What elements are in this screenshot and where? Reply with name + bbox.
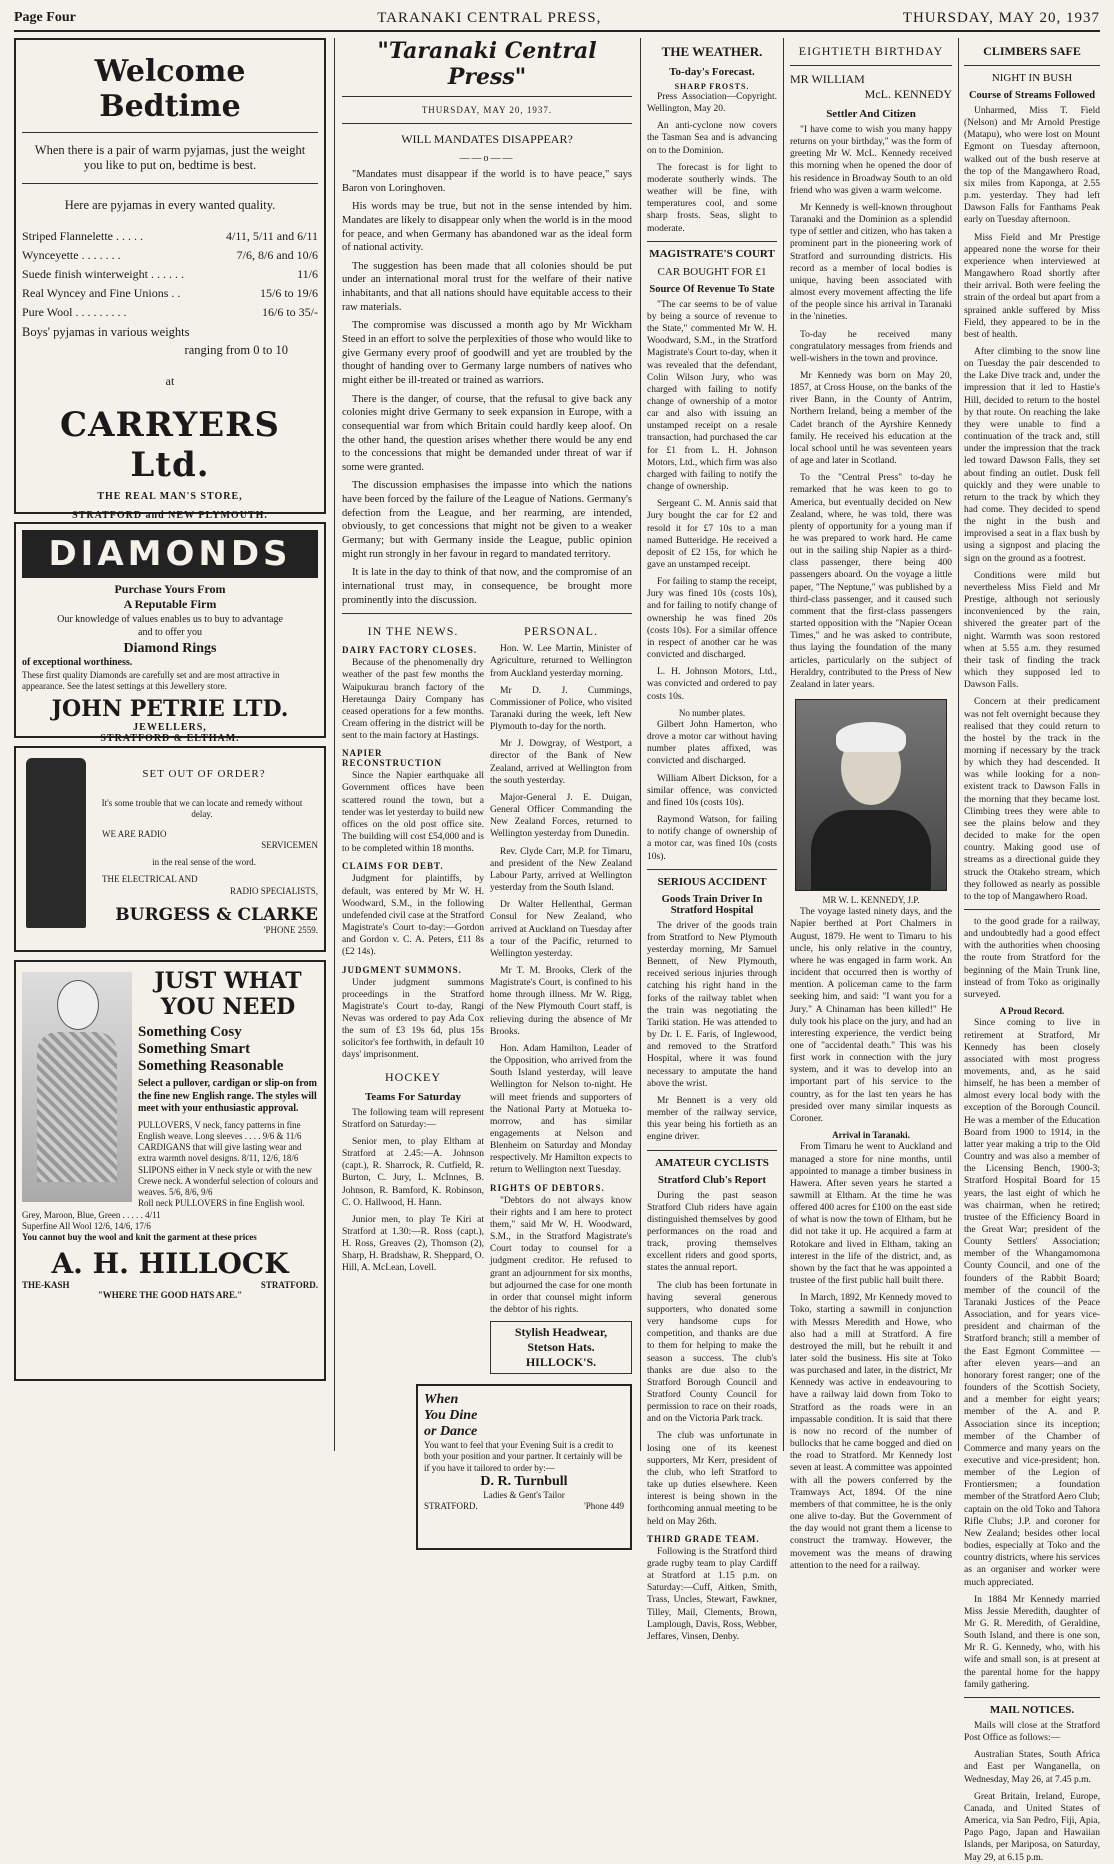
streams-head: Course of Streams Followed [968,90,1096,101]
hillock-s1: Something Cosy [138,1024,242,1040]
night-in-bush-head: NIGHT IN BUSH [991,72,1073,84]
hillock-p1: PULLOVERS, V neck, fancy patterns in fine English weave. Long sleeves . . . . 9/6 & 11/6 [138,1119,302,1141]
diamonds-l3: Our knowledge of values enables us to buy to advantage and to offer you [57,614,283,638]
carryers-name: CARRYERS Ltd. [60,405,280,485]
birthday-name1: MR WILLIAM [790,72,865,86]
turnbull-ad: When You Dine or Dance You want to feel that your Evening Suit is a credit to both your position and your partner. It certainly will be if you have it tailored to order by:— D. R. Turnbull Ladies & Gent's Tailor STRATFORD. 'Phone 449 [416,1384,632,1550]
hillock-text: Select a pullover, cardigan or slip-on from the fine new English range. The styles will meet with your enthusiastic approval. [138,1078,317,1114]
radio-set-image [26,758,86,928]
diamonds-l1: Purchase Yours From [114,582,226,596]
hockey-teams: Teams For Saturday [365,1090,461,1103]
price-row: Suede finish winterweight . . . . . . 11/6 [22,267,318,281]
diamonds-ad [14,522,326,744]
editorial-headline: WILL MANDATES DISAPPEAR? [401,132,573,146]
club-head: Stratford Club's Report [658,1174,766,1186]
boys-pyjamas: Boys' pyjamas in various weights [22,325,190,339]
hillock-name: A. H. HILLOCK [51,1247,289,1281]
boys-range: ranging from 0 to 10 [184,343,288,357]
diamonds-banner: DIAMONDS [22,530,318,578]
hillock-p4: Roll neck PULLOVERS in fine English wool. Grey, Maroon, Blue, Green . . . . . 4/11 [22,1198,305,1220]
hillock-p6: You cannot buy the wool and knit the garment at these prices [22,1232,257,1242]
hillock-s3: Something Reasonable [138,1058,284,1074]
editorial-column: "Taranaki Central Press" THURSDAY, MAY 20, 1937. WILL MANDATES DISAPPEAR? ——o—— "Mandates must disappear if the world is to have peace," says Baron von Loringhoven. His words may be true, but not in the sense intended by him. Mandates are likely to disappear only when the world is in the mood for peace, and when Germany has abandoned war as the ideal form of national activity. The suggestion has been made that all colonies should be put under an international moral trust for the welfare of their native inhabitants, and that all nations should have equitable access to their raw materials. The compromise was discussed a month ago by Mr Wickham Steed in an effort to solve the perplexities of those who would like to give Germany every proof of goodwill and yet are troubled by the thought of handing over to Germany large numbers of natives who might either be ill-treated or trained as warriors. There is the danger, of course, that the refusal to give back any colonies might drive Germany to seek expansion in Europe, with a consequential war from which Britain could hardly keep aloof. On the other hand, the question arises whether there would be any end to the concessions that might be demanded under threat of war if some were granted. The discussion emphasises the impasse into which the nations have been forced by the failure of the League of Nations. Germany's defection from the League, and her rearming, are intended, obviously, to get concessions that might not be given to a weaker Germany; but with Germany inside the League, public opinion might run strongly in her favour in regard to mandated territory. It is late in the day to think of that now, and the compromise of an international trust may, in consequence, be brought more prominently into the discussion. IN THE NEWS. DAIRY FACTORY CLOSES. Because of the phenomenally dry weather of the past few months the Waipukurau branch factory of the Heretaunga Dairy Company has ceased operations for a few months. Cream offering in the district will be sent to the main factory at Hastings. NAPIER RECONSTRUCTION Since the Napier earthquake all Government offices have been scattered round the town, but a tender was let yesterday to build new offices on the old post office site. The building will cost £54,000 and is to be completed within 18 months. CLAIMS FOR DEBT. Judgment for plaintiffs, by default, was entered by Mr W. H. Woodward, S.M., in the following undefended civil case at the Stratford Magistrate's Court to-day:—Gordon and Gordon v. C. A. Peters, £11 8s (£2 14s). JUDGMENT SUMMONS. Under judgment summons proceedings in the Stratford Magistrate's Court to-day, Rangi Nevas was ordered to pay Ada Cox the sum of £3 19s 6d, plus 15s solicitor's fee forthwith, in default 10 days' imprisonment. HOCKEY Teams For Saturday The following team will represent Stratford on Saturday:— Senior men, to play Eltham at Stratford at 2.45:—A. Johnson (capt.), R. Sharrock, R. Cutfield, R. Burton, C. Jury, L. McInnes, B. Johnson, R. Bamford, K. Robinson, C. O. Hallwood, H. Hann. Junior men, to play Te Kiri at Stratford at 1.30:—R. Ross (capt.), H. Ross, Greaves (2), Thomson (2), Sharp, H. Bradshaw, R. Sheppard, O. Hill, A. McLean, Lovell. PERSONAL. Hon. W. Lee Martin, Minister of Agriculture, returned to Wellington from Auckland yesterday morning. Mr D. J. Cummings, Commissioner of Police, who visited Taranaki during the week, left New Plymouth to-day for the north. Mr J. Dowgray, of Westport, a director of the Bank of New Zealand, arrived at Wellington from the south yesterday. Major-General J. E. Duigan, General Officer Commanding the New Zealand Forces, returned to Wellington yesterday from Dunedin. Rev. Clyde Carr, M.P. for Timaru, and president of the New Zealand Labour Party, arrived at Wellington yesterday from the South Island. Dr Walter Hellenthal, German Consul for New Zealand, who arrived at Auckland on Tuesday after a tour of the Pacific, returned to Wellington yesterday. Mr T. M. Brooks, Clerk of the Magistrate's Court, is confined to his home through illness. Mr W. Rigg, of the New Plymouth Court staff, is relieving during the absence of Mr Brooks. Hon. Adam Hamilton, Leader of the Opposition, who arrived from the South Island yesterday, will leave Wellington for Nelson to-night. He will meet friends and supporters of the National Party at Motueka to-morrow, and has similar engagements at Nelson and Blenheim on Saturday and Monday respectively. Mr Hamilton expects to return to Wellington next Tuesday. RIGHTS OF DEBTORS. "Debtors do not always know their rights and I am here to protect them," said Mr W. H. Woodward, S.M., in the Stratford Magistrate's Court today to counsel for a judgment creditor. He refused to grant an adjournment for six months, but adjourned the case for one month in order that counsel might inform the debtor of his rights. Stylish Headwear, Stetson Hats. HILLOCK'S. When You Dine or Dance You want to feel that your Evening Suit is a credit to both your position and your partner. It certainly will be if you have it tailored to order by:— D. R. Turnbull Ladies & Gent's Tailor STRATFORD. 'Phone 449 [342,38,632,1453]
local-news-column: THE WEATHER. To-day's Forecast. SHARP FROSTS. Press Association—Copyright. Wellington, May 20. An anti-cyclone now covers the Tasman Sea and is advancing on to the Dominion. The forecast is for light to moderate southerly winds. The weather will be fine, with temperatures cool, and some sharp frosts. Seas, slight to moderate. MAGISTRATE'S COURT CAR BOUGHT FOR £1 Source Of Revenue To State "The car seems to be of value by being a source of revenue to the State," commented Mr W. H. Woodward, S.M., in the Stratford Magistrate's Court to-day, when it was revealed that the defendant, Colin Wilson Jury, who was charged with failing to notify change of ownership of a motor car and also with issuing an unstamped receipt on a resale transaction, had purchased the car for £1 from L. H. Johnson Motors, Ltd., which firm was also charged with failing to notify the change of ownership. Sergeant C. M. Annis said that Jury bought the car for £2 and resold it for £7 10s to a man named Butteridge. He received a deposit of £2 15s, for which he gave an unstamped receipt. For failing to stamp the receipt, Jury was fined 10s (costs 10s), and for failing to notify change of ownership he was fined 20s (costs 10s). For a similar offence in respect of another car he was convicted and discharged. L. H. Johnson Motors, Ltd., was convicted and ordered to pay costs 10s. No number plates. Gilbert John Hamerton, who drove a motor car without having number plates affixed, was convicted and discharged. William Albert Dickson, for a similar offence, was convicted and fined 10s (costs 10s). Raymond Watson, for failing to notify change of ownership of a motor car, was fined 10s (costs 10s). SERIOUS ACCIDENT Goods Train Driver In Stratford Hospital The driver of the goods train from Stratford to New Plymouth yesterday morning, Mr Samuel Bennett, of New Plymouth, received serious injuries through catching his right hand in the forks of the railway tablet when the train was negotiating the Tariki station. He was attended to by Dr. I. E. Faris, of Inglewood, and removed to the Stratford Hospital, where it was found necessary to amputate the hand above the wrist. Mr Bennett is a very old member of the railway service, this year being his fortieth as an engine driver. AMATEUR CYCLISTS Stratford Club's Report During the past season Stratford Club riders have again distinguished themselves by good performances on the road and track, proving themselves excellent riders and good sports, states the annual report. The club has been fortunate in having several generous supporters, who donated some very handsome cups for competition, and thanks are due to them for helping to make the season a success. The club's thanks are due also to the Stratford Borough Council and Stratford County Council for permission to race on their roads, and on the Victoria Park track. The club was unfortunate in losing one of its keenest supporters, Mr Kerr, president of the club, who left Stratford to take up duties elsewhere. Keen interest is being shown in the forthcoming annual meeting to be held on May 26th. THIRD GRADE TEAM. Following is the Stratford third grade rugby team to play Cardiff at Stratford at 1.15 p.m. on Saturday:—Cuff, Aitken, Smith, Trass, Uncles, Stewart, Fawkner, Tilley, Mail, Clements, Brown, Lamplough, Davis, Ross, Webber, Jeffares, Vinsen, Denby. [647,44,777,1642]
price-row: Real Wyncey and Fine Unions . . 15/6 to 19/6 [22,286,318,300]
hillock-slogan: "WHERE THE GOOD HATS ARE." [97,1290,243,1301]
in-the-news: IN THE NEWS. DAIRY FACTORY CLOSES. Because of the phenomenally dry weather of the past few months the Waipukurau branch factory of the Heretaunga Dairy Company has ceased operations for a few months. Cream offering in the district will be sent to the main factory at Hastings. NAPIER RECONSTRUCTION Since the Napier earthquake all Government offices have been scattered round the town, but a tender was let yesterday to build new offices on the old post office site. The building will cost £54,000 and is to be completed within 18 months. CLAIMS FOR DEBT. Judgment for plaintiffs, by default, was entered by Mr W. H. Woodward, S.M., in the following undefended civil case at the Stratford Magistrate's Court to-day:—Gordon and Gordon v. C. A. Peters, £11 8s (£2 14s). JUDGMENT SUMMONS. Under judgment summons proceedings in the Stratford Magistrate's Court to-day, Rangi Nevas was ordered to pay Ada Cox the sum of £3 19s 6d, plus 15s solicitor's fee forthwith, in default 10 days' imprisonment. HOCKEY Teams For Saturday The following team will represent Stratford on Saturday:— Senior men, to play Eltham at Stratford at 2.45:—A. Johnson (capt.), R. Sharrock, R. Cutfield, R. Burton, C. Jury, L. McInnes, B. Johnson, R. Bamford, K. Robinson, C. O. Hallwood, H. Hann. Junior men, to play Te Kiri at Stratford at 1.30:—R. Ross (capt.), H. Ross, Greaves (2), Thomson (2), Sharp, H. Bradshaw, R. Sheppard, O. Hill, A. McLean, Lovell. [342,624,484,1274]
page-number: Page Four [14,10,76,25]
editorial-body: "Mandates must disappear if the world is to have peace," says Baron von Loringhoven. His words may be true, but not in the sense intended by him. Mandates are likely to disappear only when the world is in the mood for peace, and when Germany has abandoned war as the ideal form of national activity. The suggestion has been made that all colonies should be put under an international moral trust for the welfare of their native inhabitants, and that all nations should have equitable access to their raw materials. The compromise was discussed a month ago by Mr Wickham Steed in an effort to solve the perplexities of those who would like to give Germany every proof of goodwill and yet are troubled by the thought of handing over to Germany large numbers of natives who might either be ill-treated or trained as warriors. There is the danger, of course, that the refusal to give back any colonies might drive Germany to seek expansion in Europe, with a consequential war from which Britain could hardly keep aloof. On the other hand, the question arises whether there would be any end to the concessions that might be demanded under threat of war if some were granted. The discussion emphasises the impasse into which the nations have been forced by the failure of the League of Nations. Germany's defection from the League, and her rearming, are intended, obviously, to get concessions that might not be given to a weaker Germany; but with Germany inside the League, public opinion might run strongly in her favour in regard to mandated territory. It is late in the day to think of that now, and the compromise of an international trust may, in consequence, be brought more prominently into the discussion. [342,169,632,606]
hillock-h1: JUST WHAT [154,968,302,994]
price-row: Striped Flannelette . . . . . 4/11, 5/11 and 6/11 [22,229,318,243]
birthday-name2: McL. KENNEDY [864,87,952,101]
diamonds-l2: A Reputable Firm [123,597,217,611]
news-and-personal [342,620,632,1378]
price-row: Pure Wool . . . . . . . . . 16/6 to 35/- [22,305,318,319]
hillock-h2: YOU NEED [160,994,296,1020]
paper-date: THURSDAY, MAY 20, 1937 [902,9,1100,26]
bedtime-ad [14,38,326,521]
masthead [14,6,1100,32]
mail-notices-head: MAIL NOTICES. [989,1703,1075,1716]
petrie-town: STRATFORD & ELTHAM. [100,733,240,744]
editorial-dateline: THURSDAY, MAY 20, 1937. [421,105,553,115]
carryers-towns: STRATFORD and NEW PLYMOUTH. [72,510,268,521]
cyclists-head: AMATEUR CYCLISTS [655,1156,769,1169]
diamonds-l5: of exceptional worthiness. [22,657,133,668]
radio-l3: SERVICEMEN [261,839,318,850]
radio-l4: in the real sense of the word. [152,857,256,867]
portrait-caption: MR W. L. KENNEDY, J.P. [822,895,920,906]
hillock-p2: CARDIGANS that will give lasting wear and extra warmth novel designs. 8/11, 12/6, 18/6 [138,1142,302,1164]
birthday-head: EIGHTIETH BIRTHDAY [798,44,944,58]
hockey-head: HOCKEY [385,1069,441,1084]
editorial-paper-title: "Taranaki Central Press" [377,38,597,90]
hillock-town: STRATFORD. [260,1280,318,1291]
bedtime-at: at [165,374,175,388]
price-row: Wynceyette . . . . . . . 7/6, 8/6 and 10/6 [22,248,318,262]
court-head: MAGISTRATE'S COURT [649,247,775,260]
diamonds-l4: Diamond Rings [123,641,217,656]
personal: PERSONAL. Hon. W. Lee Martin, Minister of Agriculture, returned to Wellington from Auckland yesterday morning. Mr D. J. Cummings, Commissioner of Police, who visited Taranaki during the week, left New Plymouth to-day for the north. Mr J. Dowgray, of Westport, a director of the Bank of New Zealand, arrived at Wellington from the south yesterday. Major-General J. E. Duigan, General Officer Commanding the New Zealand Forces, returned to Wellington yesterday from Dunedin. Rev. Clyde Carr, M.P. for Timaru, and president of the New Zealand Labour Party, arrived at Wellington yesterday from the South Island. Dr Walter Hellenthal, German Consul for New Zealand, who arrived at Auckland on Tuesday after a tour of the Pacific, returned to Wellington yesterday. Mr T. M. Brooks, Clerk of the Magistrate's Court, is confined to his home through illness. Mr W. Rigg, of the New Plymouth Court staff, is relieving during the absence of Mr Brooks. Hon. Adam Hamilton, Leader of the Opposition, who arrived from the South Island yesterday, will leave Wellington for Nelson to-night. He will meet friends and supporters of the National Party at Motueka to-morrow, and has similar engagements at Nelson and Blenheim on Saturday and Monday respectively. Mr Hamilton expects to return to Wellington next Tuesday. RIGHTS OF DEBTORS. "Debtors do not always know their rights and I am here to protect them," said Mr W. H. Woodward, S.M., in the Stratford Magistrate's Court today to counsel for a judgment creditor. He refused to grant an adjournment for six months, but adjourned the case for one month in order that counsel might inform the debtor of his rights. Stylish Headwear, Stetson Hats. HILLOCK'S. [490,620,632,1378]
radio-question: SET OUT OF ORDER? [142,768,266,780]
radio-l6: RADIO SPECIALISTS, [229,885,318,896]
kennedy-portrait [795,699,947,891]
climbers-column: CLIMBERS SAFE NIGHT IN BUSH Course of Streams Followed Unharmed, Miss T. Field (Nelson) and Mr Arnold Prestige (Matapu), who were lost on Mount Egmont on Tuesday afternoon, walked out of the bush reserve at the top of the Mangawhero Road, six miles from Kaponga, at 2.55 p.m. yesterday. They had left Dawson Falls for Fanthams Peak early on Tuesday afternoon. Miss Field and Mr Prestige appeared none the worse for their experience when interviewed at Mangawhero Road shortly after their arrival. Both were feeling the strain of the ordeal but apart from a sprained ankle suffered by Miss Field, they appeared to be in the best of health. After climbing to the snow line on Tuesday the pair descended to the Lake Dive track and, under the impression that it led to Hastie's Hill, decided to return to the hostel by that route. On reaching the lake they were unable to find a continuation of the track and, still under the impression that the track led toward Dawson Falls, they set about finding an outlet. Dusk fell quickly and they were unable to return to the track by which they had come. They decided to spend the night in the bush and improvised a seat in a flax bush by using a signpost and placing the sign on the ground as a footrest. Conditions were mild but nevertheless Miss Field and Mr Prestige, although not seriously inconvenienced by the rain, shivered the greater part of the night. Warmth was soon restored when at 5.55 a.m. they resumed their task of finding the track which they supposed led to Dawson Falls. Concern at their predicament was not felt overnight because they realised that they could return to the hostel by the track in the morning if necessary by the track by which they had descended. It was while looking for a non-existent track to Dawson Falls in the morning that they became lost. Climbing trees they were able to see the plains below and they decided to make for the open country. Making good use of streams as a directional guide they struck the Otakeho stream, which they followed as nearly as possible to the top of Mangawhero Road. to the good grade for a railway, and undoubtedly had a good effect with the authorities when choosing the route from Stratford for the beginning of the Main Trunk line, instead of from Toko as originally surveyed. A Proud Record. Since coming to live in retirement at Stratford, Mr Kennedy has been closely associated with most progress movements, and, as he said himself, he has been a member of almost every local body with the exception of the Borough Council. He was a member of the Education Board from 1900 to 1914, in the latter year making a trip to the Old Country and was also a member of the Licensing Bench, 1900-3; Stratford Hospital Board for 15 years, the last eight of which he was chairman, when he retired; trustee of the Efficiency Board in the Great War; president of the County Settlers' Association; member of the Whangamomona County Council, and one of the founders of the Rabbit Board; member of the council of the Taranaki Justices of the Peace Association, and for years vice-president and chairman of the Stratford branch; still a member of the East Egmont Committee — after eleven years—and an honorary forest ranger; one of the founders of the Scottish Society, and a member for eight years; member of the A. and P. Association since its inception; member of the Chamber of Commerce and many years on the executive and vice-president; hon. member of the Legion of Frontiersmen; a foundation member of the Stratford Aero Club; captain on the old Toko and Tahora Rifle Clubs; J.P. and coroner for New Zealand; besides other local bodies, especially at Toko and the country districts, where his services as an organiser and worker were much appreciated. In 1884 Mr Kennedy married Miss Jessie Meredith, daughter of Mr G. R. Meredith, of Geraldine, South Island, and there is one son, Mr R. G. Kennedy, who, with his wife and small son, is at present at the parental home for the happy family gathering. MAIL NOTICES. Mails will close at the Stratford Post Office as follows:— Australian States, South Africa and East per Wanganella, on Wednesday, May 26, at 7.45 p.m. Great Britain, Ireland, Europe, Canada, and United States of America, via San Pedro, Fiji, Apia, Pago Pago, Japan and Hawaiian Islands, per Mariposa, on Saturday, May 29, at 6.15 p.m. [964,44,1100,1863]
forecast-head: To-day's Forecast. [669,66,755,78]
petrie-name: JOHN PETRIE LTD. [51,696,289,722]
petrie-sub: JEWELLERS, [133,722,207,733]
weather-head: THE WEATHER. [661,44,763,59]
revenue-head: Source Of Revenue To State [649,283,775,295]
hillock-footer [22,1280,318,1290]
carryers-tagline: THE REAL MAN'S STORE, [97,491,243,502]
radio-ad [14,746,326,952]
hillock-cash: THE-KASH [22,1280,70,1291]
pyjama-price-list [22,227,318,322]
ads-column [14,38,326,1453]
man-in-pullover-illustration [22,972,132,1202]
radio-phone: 'PHONE 2559. [263,924,318,935]
personal-head: PERSONAL. [523,624,598,639]
birthday-column: EIGHTIETH BIRTHDAY MR WILLIAM McL. KENNEDY Settler And Citizen "I have come to wish you many happy returns on your birthday," was the form of greeting Mr W. McL. Kennedy received this morning when he opened the door of his residence in Broadway South to an old friend who was given a warm welcome. Mr Kennedy is well-known throughout Taranaki and the Dominion as a splendid type of settler and citizen, who has taken a prominent part in the pioneering work of Stratford and surrounding districts. His record as a member of local bodies is unique, having been associated with almost every movement affecting the life of the people since his arrival in Taranaki in the 'nineties. To-day he received many congratulatory messages from friends and well-wishers in the town and province. Mr Kennedy was born on May 20, 1857, at Cross House, on the banks of the river Bann, in the County of Antrim, Northern Ireland, being a member of the Cadet branch of the Ayrshire Kennedy family. He received his education at the local school until he was seventeen years of age and later in Scotland. To the "Central Press" to-day he remarked that he was keen to go to America, but eventually decided on New Zealand, where, he was told, there was plenty of opportunity for a young man if he was prepared to work hard. He came out in the sailing ship Napier as a third-class passenger, there being 400 passengers aboard. On the voyage a little paper, "The Neptune," was published by a third-class passenger, and it caused such comment that the first-class passengers started opposition with the "Napier Ocean Times," and he was asked to contribute, thus laying the foundation of the many articles, particularly on the subject of Heraldry, contributed to the Press of New Zealand in later years. MR W. L. KENNEDY, J.P. The voyage lasted ninety days, and the Napier berthed at Port Chalmers in August, 1879. He went to Timaru to his uncle, his only relative in the country, where he was engaged in farm work. An incident that occurred then is worthy of mention. A policeman came to the farm seeking him, and said: "I want you for a Jury." A Chinaman has been killed!" He duly took his place on the jury, and had an interesting experience, the verdict being one of "accidental death." This was his first work in connection with the jury system, and it was to develop into an important part of his service to the country, as for the last ten years he has presided over many similar inquests as Coroner. Arrival in Taranaki. From Timaru he went to Auckland and managed a store for nine months, until appointed to manage a timber business in Hawera. After seven years he started a sawmill at Eltham. At the time he was offered 400 acres for £100 on the east side of what is now the town of Eltham, but he did not take it up. He acquired a farm at Rotokare and lived in Eltham, taking an interest in the life of the district, and, as shown by the fact that he was appointed a trustee of the first public hall built there. In March, 1892, Mr Kennedy moved to Toko, starting a sawmill in conjunction with Messrs Meredith and Howe, who also had a mill at Stratford. A fire destroyed the mill, but he rebuilt it and later sold the business. His site at Toko was purchased and later, in the district, Mr Kennedy was active in endeavouring to have a railway laid down from Toko to Stratford as the roads were in an impassable condition. It is said that there is now no record of the number of bullocks that he came bogged and died on the road to Stratford. Mr Kennedy lost seven at least. A committee was appointed with all the powers conferred by the Tramways Act, 1894. Of the nine members of that committee, he is the only one alive to-day. But the Government of the day would not grant them a license to construct the tramway. However, the movement was the means of drawing attention to the need for a railway. [790,44,952,1571]
bedtime-quality: Here are pyjamas in every wanted quality. [64,198,276,212]
bedtime-intro: When there is a pair of warm pyjamas, just the weight you like to put on, bedtime is best. [34,143,306,172]
climbers-head: CLIMBERS SAFE [983,44,1081,58]
diamonds-l6: These first quality Diamonds are carefully set and are most attractive in appearance. See the latest settings at this Jewellery store. [22,669,280,691]
radio-l1: It's some trouble that we can locate and remedy without delay. [101,798,303,820]
hillock-ad [14,960,326,1381]
stylish-headwear-ad: Stylish Headwear, Stetson Hats. HILLOCK'S. [490,1321,632,1374]
radio-l5: THE ELECTRICAL AND [102,874,198,885]
in-the-news-head: IN THE NEWS. [367,624,459,639]
radio-l2: WE ARE RADIO [102,828,167,839]
car-head: CAR BOUGHT FOR £1 [657,265,767,278]
paper-title: TARANAKI CENTRAL PRESS, [377,9,602,26]
burgess-clarke-name: BURGESS & CLARKE [115,904,318,925]
accident-head: SERIOUS ACCIDENT [657,875,767,888]
hillock-p3: SLIPONS either in V neck style or with the new Crewe neck. A wonderful selection of colours and weaves. 5/6, 8/6, 9/6 [138,1164,318,1197]
hillock-s2: Something Smart [138,1041,251,1057]
goods-head: Goods Train Driver In Stratford Hospital [661,893,763,916]
bedtime-title: Welcome Bedtime [94,54,246,124]
hillock-p5: Superfine All Wool 12/6, 14/6, 17/6 [22,1220,151,1231]
birthday-sub: Settler And Citizen [826,108,916,120]
frosts-head: SHARP FROSTS. [674,82,750,91]
